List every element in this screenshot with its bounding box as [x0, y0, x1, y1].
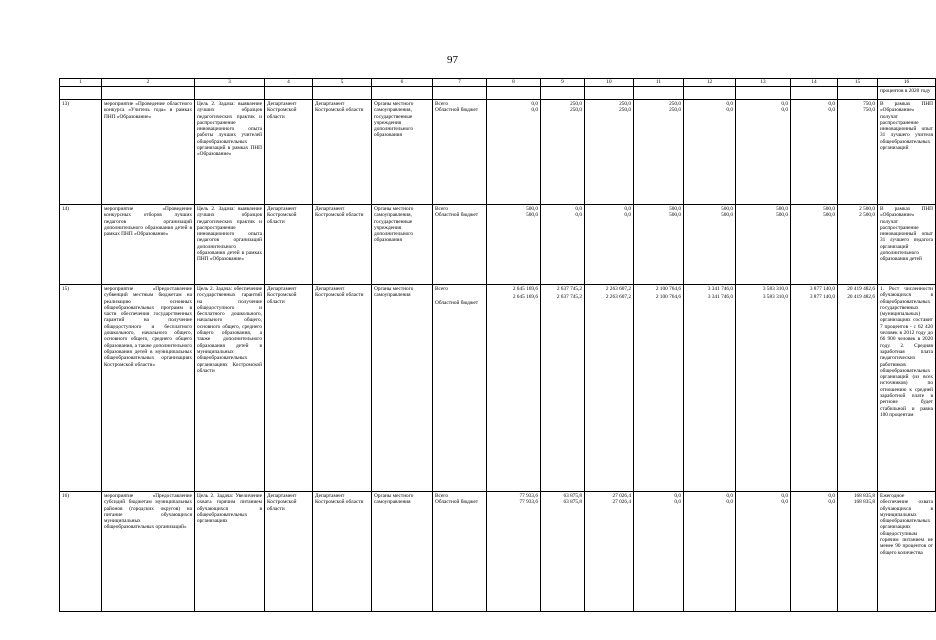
co-executor: Департамент Костромской области	[313, 285, 372, 492]
header-cell: 15	[838, 79, 878, 87]
funding-sources	[433, 100, 487, 205]
header-cell: 14	[791, 79, 838, 87]
funding-value-cell	[585, 285, 634, 492]
funding-value: 250,0	[619, 107, 631, 114]
funding-value: 500,0	[823, 212, 835, 219]
header-cell: 16	[878, 79, 936, 87]
header-cell: 8	[487, 79, 541, 87]
funding-value-cell	[791, 100, 838, 205]
funding-value-cell	[487, 100, 541, 205]
goal-task: Цель 2. Задача: обеспечение государственных гарантий на получение общедоступного и бесплатного дошкольного, начального общего, основного общего, среднего общего образования, а также дополнительного образования детей в муниципальных общеобразовательных организациях Костромской области	[195, 285, 265, 492]
measure-row	[60, 285, 936, 492]
funding-value: 500,0	[823, 206, 835, 212]
funding-source-label: Областной бюджет	[435, 300, 479, 307]
funding-source-label: Всего	[435, 493, 448, 499]
page-number: 97	[447, 54, 458, 66]
header-cell: 2	[102, 79, 195, 87]
row-number: 13)	[60, 100, 102, 205]
row-number: 15)	[60, 285, 102, 492]
funding-value: 0,0	[828, 499, 835, 506]
funding-value-cell	[487, 492, 541, 612]
funding-value-cell	[634, 285, 684, 492]
funding-value-cell	[736, 205, 791, 285]
responsible-executor: Департамент Костромской области	[265, 492, 313, 612]
funding-value: 63 875,8	[563, 499, 582, 506]
header-row	[60, 79, 936, 87]
funding-value: 2 645 169,6	[512, 286, 538, 292]
funding-value: 0,0	[624, 212, 631, 219]
funding-source-label: Всего	[435, 286, 448, 292]
funding-value-cell	[541, 100, 585, 205]
funding-value: 0,0	[674, 493, 681, 499]
funding-value-cell	[541, 285, 585, 492]
funding-value-cell	[684, 205, 736, 285]
funding-value: 250,0	[669, 101, 681, 107]
funding-value: 2 645 169,6	[512, 294, 538, 301]
funding-value: 2 637 745,2	[556, 286, 582, 292]
funding-value-cell	[736, 285, 791, 492]
funding-value: 500,0	[776, 206, 788, 212]
funding-value: 3 583 310,0	[762, 286, 788, 292]
funding-value: 250,0	[570, 101, 582, 107]
funding-value: 500,0	[776, 212, 788, 219]
funding-value: 3 877 140,0	[809, 294, 835, 301]
funding-value: 2 100 764,6	[655, 286, 681, 292]
header-cell: 11	[634, 79, 684, 87]
funding-value: 750,0	[863, 107, 875, 114]
header-cell: 5	[313, 79, 372, 87]
funding-value-cell	[791, 285, 838, 492]
funding-value: 250,0	[570, 107, 582, 114]
goal-task: Цель 2. Задача: Увеличение охвата горячим питанием обучающихся в общеобразовательных организациях	[195, 492, 265, 612]
funding-value-cell	[736, 100, 791, 205]
funding-value: 500,0	[721, 212, 733, 219]
funding-value: 750,0	[863, 101, 875, 107]
funding-value: 500,0	[526, 212, 538, 219]
funding-value: 27 026,4	[612, 493, 631, 499]
measure-row	[60, 492, 936, 612]
funding-value: 2 263 607,2	[605, 286, 631, 292]
header-cell: 6	[372, 79, 433, 87]
funding-value-cell	[585, 100, 634, 205]
funding-value: 0,0	[726, 493, 733, 499]
funding-value: 250,0	[669, 107, 681, 114]
expected-result: В рамках ПНП «Образование» получат распространение инновационный опыт 31 лучшего педагога организаций дополнительного образования детей	[878, 205, 936, 285]
funding-value-cell	[634, 492, 684, 612]
funding-value: 63 875,8	[563, 493, 582, 499]
funding-value: 168 835,8	[853, 493, 875, 499]
goal-task: Цель 2. Задача: выявление лучших образцов педагогических практик и распространение инновационного опыта педагогов организаций дополнительного образования детей в рамках ПНП «Образование»	[195, 205, 265, 285]
expected-result: В рамках ПНП «Образование» получат распространение инновационный опыт 31 лучшего учителя общеобразовательных организаций	[878, 100, 936, 205]
funding-value: 0,0	[726, 499, 733, 506]
funding-value: 2 500,0	[859, 212, 875, 219]
funding-source-label: Всего	[435, 206, 448, 212]
funding-value: 2 263 607,2	[605, 294, 631, 301]
funding-value: 0,0	[726, 107, 733, 114]
continuation-row	[60, 87, 936, 100]
responsible-executor: Департамент Костромской области	[265, 205, 313, 285]
funding-value: 0,0	[781, 107, 788, 114]
event-name: мероприятие «Предоставление субвенций местным бюджетам на реализацию основных общеобразовательных программ в части обеспечения государственных гарантий на получение общедоступного и бесплатного дошкольного, начального общего, основного общего, среднего общего образования, а также дополнительного образования детей в муниципальных общеобразовательных организациях Костромской области»	[102, 285, 195, 492]
budget-table	[59, 78, 936, 612]
funding-value: 168 835,8	[853, 499, 875, 506]
event-name: мероприятие «Проведение областного конкурса «Учитель года» в рамках ПНП «Образование»	[102, 100, 195, 205]
funding-sources	[433, 285, 487, 492]
co-executor: Департамент Костромской области	[313, 492, 372, 612]
header-cell: 1	[60, 79, 102, 87]
funding-sources	[433, 492, 487, 612]
funding-value-cell	[684, 285, 736, 492]
funding-value-cell	[838, 492, 878, 612]
co-executor: Департамент Костромской области	[313, 205, 372, 285]
funding-value-cell	[541, 492, 585, 612]
header-cell: 10	[585, 79, 634, 87]
funding-value: 20 419 482,6	[847, 286, 875, 292]
header-cell: 12	[684, 79, 736, 87]
funding-value: 0,0	[828, 107, 835, 114]
funding-value-cell	[541, 205, 585, 285]
funding-value: 2 500,0	[859, 206, 875, 212]
header-cell: 3	[195, 79, 265, 87]
measure-row	[60, 100, 936, 205]
funding-value: 0,0	[828, 101, 835, 107]
funding-value: 0,0	[781, 493, 788, 499]
funding-value: 0,0	[575, 212, 582, 219]
header-cell: 7	[433, 79, 487, 87]
funding-value: 0,0	[531, 101, 538, 107]
funding-value-cell	[634, 100, 684, 205]
funding-value: 500,0	[526, 206, 538, 212]
funding-value: 500,0	[669, 212, 681, 219]
funding-source-label: Областной бюджет	[435, 499, 479, 506]
participants: Органы местного самоуправления	[372, 285, 433, 492]
header-cell: 9	[541, 79, 585, 87]
funding-value: 20 419 482,6	[847, 294, 875, 301]
goal-task: Цель 2. Задача: выявление лучших образцов педагогических практик и распространение инновационного опыта работы лучших учителей общеобразовательных организаций в рамках ПНП «Образование»	[195, 100, 265, 205]
measure-row	[60, 205, 936, 285]
responsible-executor: Департамент Костромской области	[265, 100, 313, 205]
funding-value: 27 026,4	[612, 499, 631, 506]
funding-value-cell	[736, 492, 791, 612]
co-executor: Департамент Костромской области	[313, 100, 372, 205]
funding-sources	[433, 205, 487, 285]
funding-value: 77 933,6	[519, 493, 538, 499]
funding-value-cell	[487, 285, 541, 492]
event-name: мероприятие «Предоставление субсидий бюджетам муниципальных районов (городских округов) на питание обучающихся муниципальных общеобразовательных организаций»	[102, 492, 195, 612]
funding-value: 0,0	[674, 499, 681, 506]
participants: Органы местного самоуправления, государственные учреждения дополнительного образования	[372, 205, 433, 285]
funding-value: 0,0	[781, 101, 788, 107]
funding-value: 500,0	[669, 206, 681, 212]
header-cell: 13	[736, 79, 791, 87]
funding-value: 500,0	[721, 206, 733, 212]
funding-value-cell	[791, 205, 838, 285]
funding-source-label: Областной бюджет	[435, 107, 479, 114]
event-name: мероприятие «Проведение конкурсных отборов лучших педагогов организаций дополнительного образования детей в рамках ПНП «Образование»	[102, 205, 195, 285]
funding-value-cell	[684, 492, 736, 612]
funding-value: 0,0	[575, 206, 582, 212]
funding-value: 2 100 764,6	[655, 294, 681, 301]
funding-value: 0,0	[726, 101, 733, 107]
funding-value: 3 877 140,0	[809, 286, 835, 292]
participants: Органы местного самоуправления, государственные учреждения дополнительного образования	[372, 100, 433, 205]
row-number: 14)	[60, 205, 102, 285]
responsible-executor: Департамент Костромской области	[265, 285, 313, 492]
funding-value-cell	[585, 205, 634, 285]
header-cell: 4	[265, 79, 313, 87]
funding-value: 0,0	[531, 107, 538, 114]
funding-value: 3 341 746,0	[707, 294, 733, 301]
funding-source-label: Областной бюджет	[435, 212, 479, 219]
funding-value: 77 933,6	[519, 499, 538, 506]
expected-result: Ежегодное обеспечение охвата обучающихся в муниципальных общеобразовательных организациях общедоступным горячим питанием не менее 90 процентов от общего количества	[878, 492, 936, 612]
funding-source-label: Всего	[435, 101, 448, 107]
funding-value-cell	[585, 492, 634, 612]
funding-value: 0,0	[828, 493, 835, 499]
row-number: 16)	[60, 492, 102, 612]
funding-value: 0,0	[624, 206, 631, 212]
continuation-text: процентов в 2020 году	[878, 87, 936, 100]
funding-value: 3 341 746,0	[707, 286, 733, 292]
funding-value-cell	[838, 285, 878, 492]
expected-result: 1. Рост численности обучающихся в общеобразовательных государственных (муниципальных) организациях составит 7 процентов - с 62 420 человек в 2012 году до 66 900 человек в 2020 году. 2. Средняя заработная плата педагогических работников общеобразовательных организаций (из всех источников) по отношению к средней заработной плате в регионе будет стабильной и равна 100 процентам	[878, 285, 936, 492]
funding-value-cell	[791, 492, 838, 612]
funding-value: 2 637 745,2	[556, 294, 582, 301]
funding-value-cell	[487, 205, 541, 285]
funding-value-cell	[838, 100, 878, 205]
funding-value-cell	[634, 205, 684, 285]
funding-value: 0,0	[781, 499, 788, 506]
funding-value-cell	[684, 100, 736, 205]
funding-value: 3 583 310,0	[762, 294, 788, 301]
participants: Органы местного самоуправления	[372, 492, 433, 612]
funding-value: 250,0	[619, 101, 631, 107]
funding-value-cell	[838, 205, 878, 285]
